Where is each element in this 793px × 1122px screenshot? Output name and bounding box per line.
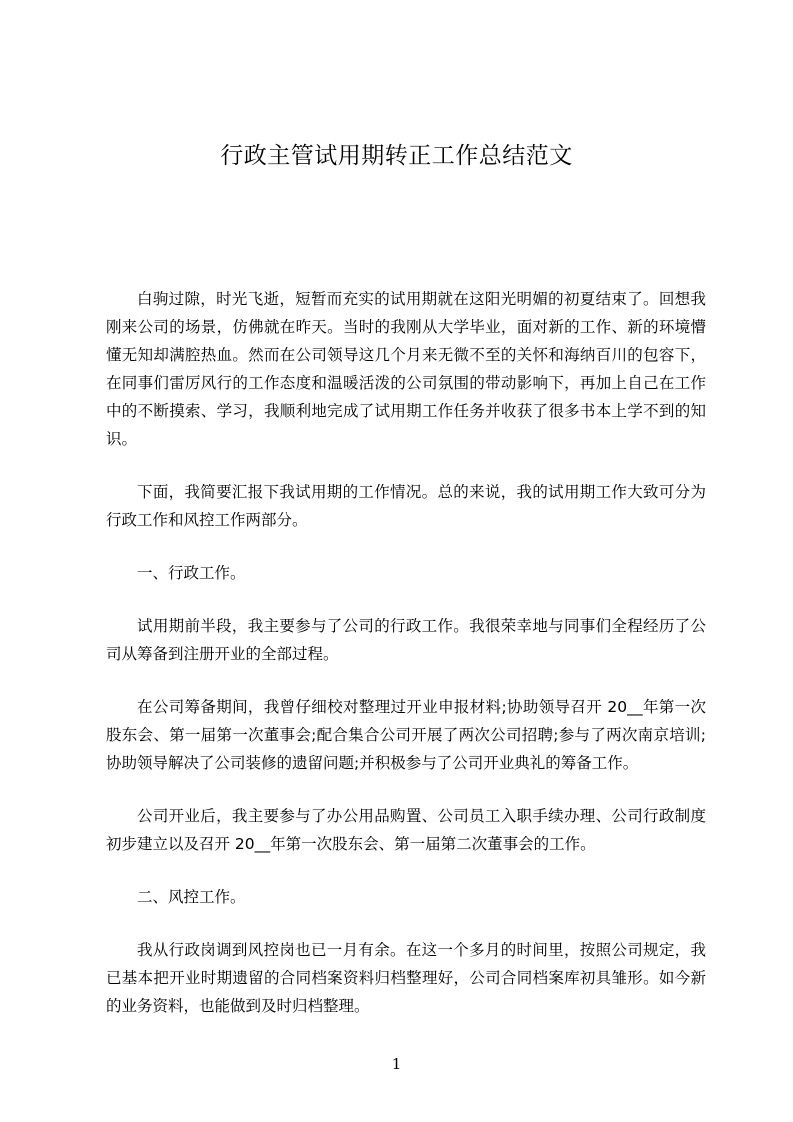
paragraph-overview: 下面，我简要汇报下我试用期的工作情况。总的来说，我的试用期工作大致可分为行政工作和风控工作两部分。 (106, 483, 706, 529)
paragraph-risk-control: 我从行政岗调到风控岗也已一月有余。在这一个多月的时间里，按照公司规定，我已基本把开业时期遗留的合同档案资料归档整理好，公司合同档案库初具雏形。如今新的业务资料，也能做到及时归档整理。 (106, 941, 706, 1015)
document-body (106, 285, 706, 1045)
page-number: 1 (391, 1055, 402, 1073)
paragraph-intro: 白驹过隙，时光飞逝，短暂而充实的试用期就在这阳光明媚的初夏结束了。回想我刚来公司的场景，仿佛就在昨天。当时的我刚从大学毕业，面对新的工作、新的环境懵懂无知却满腔热血。然而在公司领导这几个月来无微不至的关怀和海纳百川的包容下，在同事们雷厉风行的工作态度和温暖活泼的公司氛围的带动影响下，再加上自己在工作中的不断摸索、学习，我顺利地完成了试用期工作任务并收获了很多书本上学不到的知识。 (106, 290, 706, 448)
section-heading-risk: 二、风控工作。 (137, 888, 246, 906)
paragraph-admin-first-half: 试用期前半段，我主要参与了公司的行政工作。我很荣幸地与同事们全程经历了公司从筹备到注册开业的全部过程。 (106, 617, 706, 663)
document-title: 行政主管试用期转正工作总结范文 (220, 143, 573, 169)
paragraph-preparation: 在公司筹备期间，我曾仔细校对整理过开业申报材料;协助领导召开 20__年第一次股东会、第一届第一次董事会;配合集合公司开展了两次公司招聘;参与了两次南京培训;协助领导解决了公司装修的遗留问题;并积极参与了公司开业典礼的筹备工作。 (106, 698, 706, 772)
paragraph-after-opening: 公司开业后，我主要参与了办公用品购置、公司员工入职手续办理、公司行政制度初步建立以及召开 20__年第一次股东会、第一届第二次董事会的工作。 (106, 807, 706, 853)
section-heading-admin: 一、行政工作。 (137, 564, 246, 582)
